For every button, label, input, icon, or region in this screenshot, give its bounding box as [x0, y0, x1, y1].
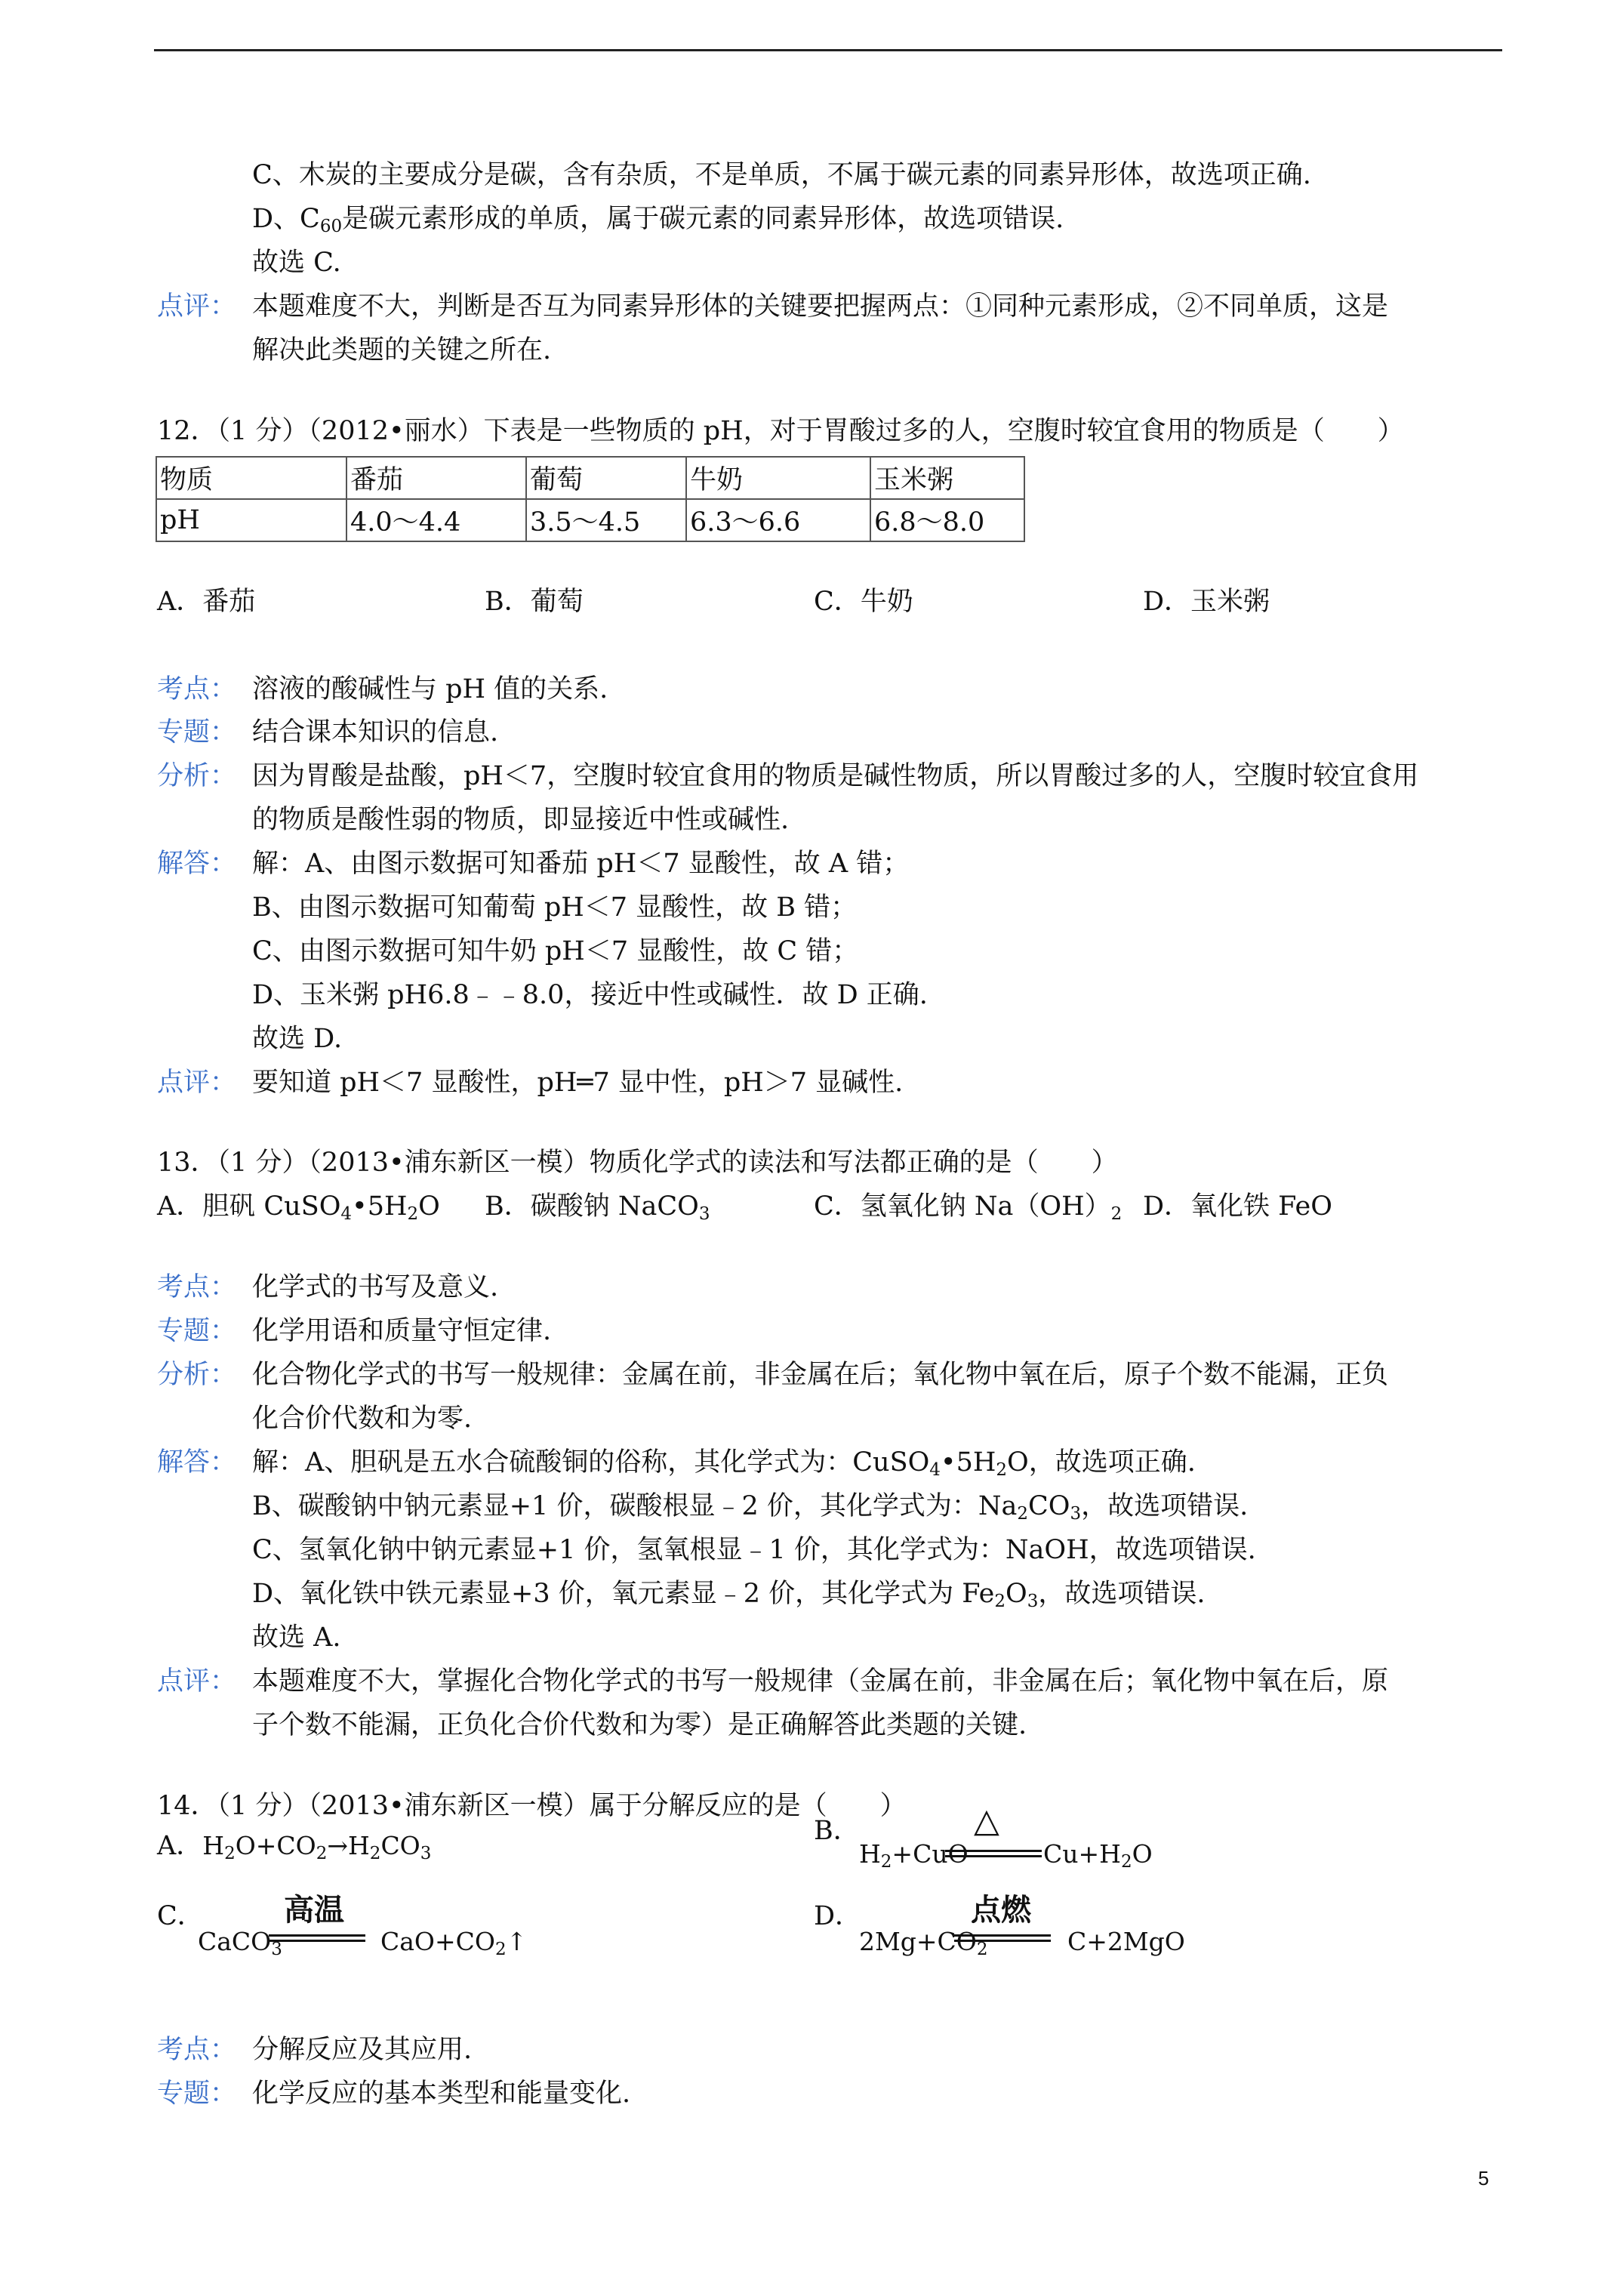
zhuanti-label: 专题： [157, 2079, 237, 2109]
option-b: B． [814, 1816, 860, 1846]
equation-d-right: C+2MgO [1067, 1927, 1185, 1956]
option-b: B．碳酸钠 NaCO$_3$ [485, 1191, 710, 1224]
option-c: C． [157, 1901, 204, 1931]
table-cell: 物质 [156, 457, 346, 499]
jieda-text: D、氧化铁中铁元素显+3 价，氧元素显﹣2 价，其化学式为 $Fe_2O_3$，故选项错误. [252, 1579, 1206, 1611]
jieda-text: D、玉米粥 pH6.8﹣﹣8.0，接近中性或碱性．故 D 正确. [252, 980, 928, 1010]
jieda-text: 故选 D. [252, 1024, 343, 1054]
jieda-text: C、由图示数据可知牛奶 pH＜7 显酸性，故 C 错； [252, 936, 859, 966]
fenxi-label: 分析： [157, 1360, 237, 1390]
fenxi-label: 分析： [157, 761, 237, 791]
kaodian-label: 考点： [157, 2035, 237, 2065]
jieda-text: 解：A、胆矾是五水合硫酸铜的俗称，其化学式为：$CuSO_4•5H_2O$，故选项正确. [252, 1447, 1196, 1480]
equation-d-left: $2Mg+CO_2$ [859, 1927, 988, 1959]
page-number: 5 [1478, 2167, 1489, 2190]
fenxi-text: 的物质是酸性弱的物质，即显接近中性或碱性. [252, 805, 790, 835]
question-12-stem: 12．（1 分）（2012•丽水）下表是一些物质的 pH，对于胃酸过多的人，空腹时较宜食用的物质是（ ） [157, 416, 1404, 446]
header-rule [154, 49, 1502, 51]
kaodian-label: 考点： [157, 1272, 237, 1302]
jieda-text: 解：A、由图示数据可知番茄 pH＜7 显酸性，故 A 错； [252, 849, 910, 879]
comment-text: 解决此类题的关键之所在. [252, 335, 552, 365]
option-c: C．牛奶 [814, 587, 913, 617]
reaction-equals [269, 1934, 365, 1942]
dianping-text: 要知道 pH＜7 显酸性，pH═7 显中性，pH＞7 显碱性. [252, 1068, 904, 1098]
comment-text: 本题难度不大，判断是否互为同素异形体的关键要把握两点：①同种元素形成，②不同单质，这是 [252, 291, 1389, 322]
table-row [156, 457, 1024, 499]
kaodian-text: 化学式的书写及意义. [252, 1272, 499, 1302]
table-cell: pH [156, 499, 346, 541]
dianping-label: 点评： [157, 1068, 237, 1098]
option-d-explanation: D、$C_{60}$是碳元素形成的单质，属于碳元素的同素异形体，故选项错误. [252, 204, 1064, 236]
zhuanti-label: 专题： [157, 717, 237, 747]
kaodian-label: 考点： [157, 674, 237, 704]
jieda-label: 解答： [157, 1447, 237, 1478]
zhuanti-label: 专题： [157, 1316, 237, 1346]
fenxi-text: 化合价代数和为零. [252, 1404, 473, 1434]
kaodian-text: 分解反应及其应用. [252, 2035, 473, 2065]
jieda-text: 故选 A. [252, 1623, 341, 1653]
table-cell: 6.8～8.0 [870, 499, 1024, 541]
dianping-text: 子个数不能漏，正负化合价代数和为零）是正确解答此类题的关键. [252, 1710, 1027, 1740]
jieda-label: 解答： [157, 849, 237, 879]
table-cell: 4.0～4.4 [346, 499, 526, 541]
equation-c-right: $CaO+CO_2↑$ [380, 1927, 528, 1959]
zhuanti-text: 结合课本知识的信息. [252, 717, 499, 747]
jieda-text: B、由图示数据可知葡萄 pH＜7 显酸性，故 B 错； [252, 892, 858, 923]
table-cell: 葡萄 [526, 457, 686, 499]
table-cell: 牛奶 [686, 457, 870, 499]
fenxi-text: 化合物化学式的书写一般规律：金属在前，非金属在后；氧化物中氧在后，原子个数不能漏，正负 [252, 1360, 1389, 1390]
answer-line: 故选 C. [252, 248, 341, 278]
option-a: A．胆矾 $CuSO_4•5H_2O$ [157, 1191, 440, 1224]
high-temperature-condition: 高温 [284, 1894, 344, 1927]
table-cell: 番茄 [346, 457, 526, 499]
option-b: B．葡萄 [485, 587, 584, 617]
fenxi-text: 因为胃酸是盐酸，pH＜7，空腹时较宜食用的物质是碱性物质，所以胃酸过多的人，空腹时较宜食用 [252, 761, 1419, 791]
option-a: A．番茄 [157, 587, 256, 617]
table-row [156, 499, 1024, 541]
option-d: D． [814, 1901, 862, 1931]
zhuanti-text: 化学反应的基本类型和能量变化. [252, 2079, 631, 2109]
ph-table [156, 456, 1025, 542]
jieda-text: C、氢氧化钠中钠元素显+1 价，氢氧根显﹣1 价，其化学式为：NaOH，故选项错误. [252, 1535, 1256, 1565]
dianping-label: 点评： [157, 1666, 237, 1697]
jieda-text: B、碳酸钠中钠元素显+1 价，碳酸根显﹣2 价，其化学式为：$Na_2CO_3$，故选项错误. [252, 1491, 1249, 1524]
kaodian-text: 溶液的酸碱性与 pH 值的关系. [252, 674, 608, 704]
equation-c-left: CaCO$_3$ [198, 1927, 282, 1959]
option-c: C．氢氧化钠 $Na(OH)_2$ [814, 1191, 1123, 1224]
table-cell: 6.3～6.6 [686, 499, 870, 541]
option-a: A．$H_2O+CO_2\to H_2CO_3$ [157, 1831, 432, 1863]
table-cell: 玉米粥 [870, 457, 1024, 499]
ignition-condition: 点燃 [971, 1894, 1031, 1927]
equation-b-right: $Cu+H_2O$ [1043, 1839, 1153, 1872]
option-c-explanation: C、木炭的主要成分是碳，含有杂质，不是单质，不属于碳元素的同素异形体，故选项正确. [252, 160, 1311, 190]
table-cell: 3.5～4.5 [526, 499, 686, 541]
heat-condition: △ [974, 1802, 999, 1839]
question-14-stem: 14．（1 分）（2013•浦东新区一模）属于分解反应的是（ ） [157, 1791, 907, 1821]
dianping-text: 本题难度不大，掌握化合物化学式的书写一般规律（金属在前，非金属在后；氧化物中氧在后，原 [252, 1666, 1389, 1697]
zhuanti-text: 化学用语和质量守恒定律. [252, 1316, 552, 1346]
reaction-equals [954, 1934, 1051, 1942]
comment-label: 点评： [157, 291, 237, 322]
reaction-equals [945, 1850, 1042, 1857]
option-d: D．氧化铁 FeO [1143, 1191, 1332, 1222]
question-13-stem: 13．（1 分）（2013•浦东新区一模）物质化学式的读法和写法都正确的是（ ） [157, 1148, 1118, 1178]
option-d: D．玉米粥 [1143, 587, 1270, 617]
equation-b-left: $H_2+CuO$ [859, 1839, 969, 1872]
